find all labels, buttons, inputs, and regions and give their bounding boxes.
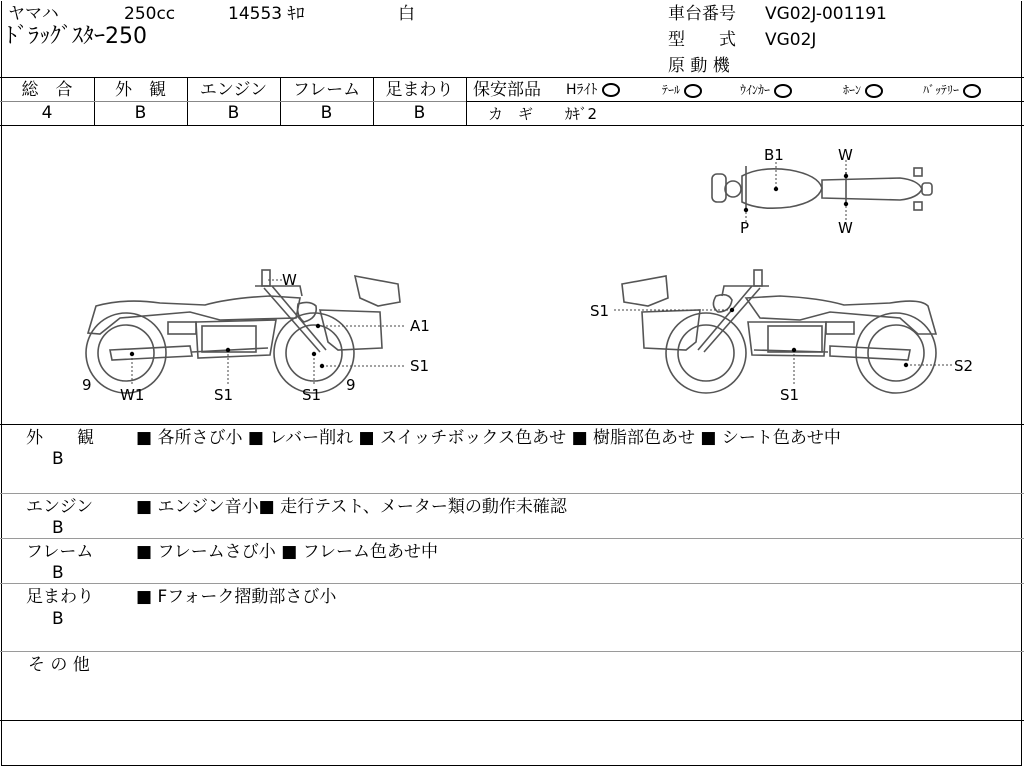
note-exterior-grade: B bbox=[52, 449, 64, 469]
grade-total-label: 総 合 bbox=[21, 80, 73, 100]
ok-circle-icon bbox=[963, 84, 981, 98]
note-suspension-grade: B bbox=[52, 609, 64, 629]
note-frame-text: ■ フレームさび小 ■ フレーム色あせ中 bbox=[136, 542, 438, 562]
key-value: ｶｷﾞ2 bbox=[565, 105, 598, 123]
label-left-w: W bbox=[282, 271, 297, 289]
mileage: 14553 ｷﾛ bbox=[228, 4, 305, 24]
engine-type-label: 原 動 機 bbox=[668, 56, 730, 76]
divider bbox=[0, 424, 1024, 425]
color: 白 bbox=[398, 4, 415, 24]
label-left-s1-a: S1 bbox=[214, 386, 234, 404]
safety-tail bbox=[662, 80, 702, 100]
ok-circle-icon bbox=[865, 84, 883, 98]
right-side-motorcycle bbox=[622, 270, 936, 393]
horn-label: ﾎｰﾝ bbox=[843, 83, 862, 97]
type-value: VG02J bbox=[765, 30, 817, 50]
label-top-b1: B1 bbox=[764, 146, 784, 164]
grade-total-value: 4 bbox=[41, 103, 53, 123]
note-engine-grade: B bbox=[52, 518, 64, 538]
grade-suspension-label: 足まわり bbox=[385, 80, 454, 100]
divider bbox=[0, 538, 1024, 539]
safety-horn bbox=[843, 80, 883, 100]
note-frame-grade: B bbox=[52, 563, 64, 583]
note-frame-label: フレーム bbox=[26, 542, 94, 562]
label-left-9-right: 9 bbox=[346, 376, 356, 394]
divider bbox=[0, 651, 1024, 652]
safety-battery bbox=[923, 80, 981, 100]
top-view-motorcycle bbox=[712, 166, 932, 212]
grade-engine-label: エンジン bbox=[199, 80, 268, 100]
ok-circle-icon bbox=[774, 84, 792, 98]
label-right-s2: S2 bbox=[954, 357, 974, 375]
label-left-s1-b: S1 bbox=[302, 386, 322, 404]
grade-exterior-label: 外 観 bbox=[115, 80, 166, 100]
damage-points bbox=[130, 174, 908, 368]
note-engine-label: エンジン bbox=[26, 497, 94, 517]
note-exterior-text: ■ 各所さび小 ■ レバー削れ ■ スイッチボックス色あせ ■ 樹脂部色あせ ■ シート色あせ中 bbox=[136, 428, 841, 448]
ok-circle-icon bbox=[684, 84, 702, 98]
divider bbox=[0, 583, 1024, 584]
grade-engine-value: B bbox=[227, 103, 240, 123]
note-exterior-label: 外 観 bbox=[26, 428, 94, 448]
label-top-w-upper: W bbox=[838, 146, 853, 164]
label-left-9-left: 9 bbox=[82, 376, 92, 394]
grade-frame-label: フレーム bbox=[292, 80, 361, 100]
divider bbox=[466, 101, 1024, 102]
model-name: ﾄﾞﾗｯｸﾞｽﾀｰ250 bbox=[6, 24, 147, 49]
note-suspension-label: 足まわり bbox=[26, 587, 94, 607]
divider bbox=[0, 720, 1024, 721]
battery-label: ﾊﾞｯﾃﾘｰ bbox=[923, 83, 960, 97]
key-label: カ ギ bbox=[488, 105, 534, 123]
label-left-a1: A1 bbox=[410, 317, 430, 335]
label-left-s1-right: S1 bbox=[410, 357, 430, 375]
note-engine-text: ■ エンジン音小■ 走行テスト、メーター類の動作未確認 bbox=[136, 497, 567, 517]
note-other-label: そ の 他 bbox=[28, 655, 90, 675]
grade-suspension-value: B bbox=[413, 103, 426, 123]
divider bbox=[0, 101, 466, 102]
headlight-label: Hﾗｲﾄ bbox=[566, 82, 598, 98]
grade-exterior-value: B bbox=[134, 103, 147, 123]
frame-number-label: 車台番号 bbox=[668, 4, 736, 24]
grade-frame-value: B bbox=[320, 103, 333, 123]
frame-number-value: VG02J-001191 bbox=[765, 4, 887, 24]
maker-name: ヤマハ bbox=[8, 4, 59, 24]
type-label: 型 式 bbox=[668, 30, 736, 50]
left-side-motorcycle bbox=[86, 270, 400, 393]
safety-parts-label: 保安部品 bbox=[473, 80, 541, 100]
safety-headlight bbox=[566, 80, 620, 100]
label-right-s1-top: S1 bbox=[590, 302, 610, 320]
label-top-p: P bbox=[740, 219, 750, 237]
note-suspension-text: ■ Fフォーク摺動部さび小 bbox=[136, 587, 337, 607]
motorcycle-damage-diagram bbox=[0, 126, 1024, 424]
divider bbox=[0, 77, 1024, 78]
label-right-s1-bottom: S1 bbox=[780, 386, 800, 404]
winker-label: ｳｲﾝｶｰ bbox=[740, 83, 771, 97]
label-left-w1: W1 bbox=[120, 386, 145, 404]
tail-label: ﾃｰﾙ bbox=[662, 83, 681, 97]
divider bbox=[0, 493, 1024, 494]
displacement: 250cc bbox=[124, 4, 176, 24]
label-top-w-lower: W bbox=[838, 219, 853, 237]
safety-winker bbox=[740, 80, 792, 100]
ok-circle-icon bbox=[602, 83, 620, 97]
